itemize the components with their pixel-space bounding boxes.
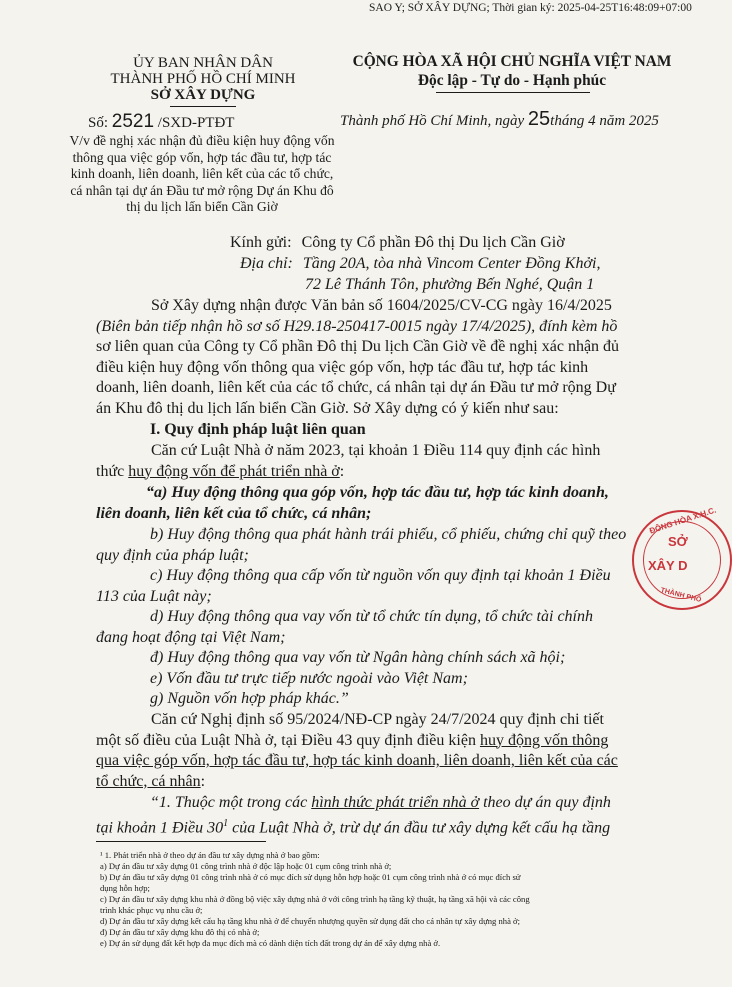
item-a-line: liên doanh, liên kết của tổ chức, cá nhân; [96, 504, 372, 522]
law-text: thức [96, 462, 129, 480]
decree-underlined-line: qua việc góp vốn, hợp tác đầu tư, hợp tác kinh doanh, liên doanh, liên kết của các [96, 752, 618, 769]
law-line: Căn cứ Luật Nhà ở năm 2023, tại khoản 1 Điều 114 quy định các hình [151, 442, 601, 459]
address-line-1 [240, 254, 600, 275]
item-a-line: “a) Huy động thông qua góp vốn, hợp tác đầu tư, hợp tác kinh doanh, [146, 484, 609, 501]
address-label: Địa chỉ: [240, 255, 293, 272]
intro-line: điều kiện huy động vốn thông qua việc góp vốn, hợp tác đầu tư, hợp tác kinh [96, 358, 589, 376]
footnote-line: d) Dự án đầu tư xây dựng kết cấu hạ tầng khu nhà ở để chuyển nhượng quyền sử dụng đất cho cá nhân tự xây dựng nhà ở; [100, 916, 520, 926]
law-paragraph [96, 441, 656, 482]
date-prefix: Thành phố Hồ Chí Minh, ngày [340, 113, 525, 129]
official-seal [632, 505, 732, 610]
subject-line: thông qua việc góp vốn, hợp tác đầu tư, hợp tác [72, 149, 332, 165]
quote-line [96, 814, 611, 839]
nation-title: CỘNG HÒA XÃ HỘI CHỦ NGHĨA VIỆT NAM [352, 53, 672, 70]
item-b-line: b) Huy động thông qua phát hành trái phiếu, cổ phiếu, chứng chỉ quỹ theo [150, 526, 627, 543]
intro-line: án Khu đô thị du lịch lấn biển Cần Giờ. Sở Xây dựng có ý kiến như sau: [96, 399, 559, 417]
recipient-line [230, 233, 565, 254]
decree-text: một số điều của Luật Nhà ở, tại Điều 43 quy định điều kiện [96, 731, 480, 749]
number-label: Số: [88, 115, 109, 131]
footnote-ref: 1 [223, 817, 229, 829]
quote-text: “1. Thuộc một trong các [150, 794, 312, 811]
recipient-label: Kính gửi: [230, 234, 292, 251]
item-d-line: đang hoạt động tại Việt Nam; [96, 628, 286, 646]
law-line [96, 462, 656, 483]
address-text: Tầng 20A, tòa nhà Vincom Center Đồng Khởi, [302, 255, 601, 272]
intro-line: sơ liên quan của Công ty Cổ phần Đô thị Du lịch Cần Giờ về đề nghị xác nhận đủ [96, 338, 620, 355]
seal-text-2: XÂY D [648, 558, 688, 573]
decree-line [96, 731, 618, 752]
quote-text: theo dự án quy định [479, 794, 611, 811]
motto-underline [436, 92, 590, 93]
footnotes [100, 850, 690, 949]
law-underlined: huy động vốn để phát triển nhà ở [128, 462, 340, 480]
footnote-line: ¹ 1. Phát triển nhà ở theo dự án đầu tư xây dựng nhà ở bao gồm: [100, 850, 320, 860]
footnote-line: a) Dự án đầu tư xây dựng 01 công trình nhà ở độc lập hoặc 01 cụm công trình nhà ở; [100, 861, 392, 871]
decree-text: : [200, 772, 206, 790]
decree-paragraph [96, 710, 618, 792]
quote-line [96, 793, 611, 814]
subject-block [60, 133, 344, 216]
subject-line: kinh doanh, liên doanh, liên kết của các tổ chức, [70, 166, 334, 181]
item-e-line: e) Vốn đầu tư trực tiếp nước ngoài vào Việt Nam; [150, 669, 468, 687]
item-a [96, 483, 609, 524]
footnote-line: trình khác phục vụ nhu cầu ở; [100, 905, 203, 915]
decree-underlined: tổ chức, cá nhân [96, 772, 201, 790]
date-suffix: tháng 4 năm 2025 [550, 113, 659, 129]
item-g-line: g) Nguồn vốn hợp pháp khác.” [150, 690, 349, 707]
law-text: : [339, 462, 345, 480]
decree-line: Căn cứ Nghị định số 95/2024/NĐ-CP ngày 24/7/2024 quy định chi tiết [151, 711, 604, 728]
department-name: SỞ XÂY DỰNG [150, 87, 256, 103]
decree-line [96, 772, 618, 793]
section-heading: I. Quy định pháp luật liên quan [150, 421, 366, 438]
quote-paragraph [96, 793, 611, 838]
item-dd-line: đ) Huy động thông qua vay vốn từ Ngân hàng chính sách xã hội; [150, 649, 566, 666]
intro-line: doanh, liên doanh, liên kết của các tổ chức, cá nhân tại dự án Đầu tư mở rộng Dự [96, 379, 616, 396]
decree-underlined: huy động vốn thông [479, 731, 609, 749]
copy-signature-line: SAO Y; SỞ XÂY DỰNG; Thời gian ký: 2025-04-25T16:48:09+07:00 [369, 2, 692, 14]
item-c-line: c) Huy động thông qua cấp vốn từ nguồn vốn quy định tại khoản 1 Điều [150, 567, 611, 584]
footnote-line: c) Dự án đầu tư xây dựng khu nhà ở đồng bộ việc xây dựng nhà ở với công trình hạ tầng kỹ thuật, hạ tầng xã hội và các công [100, 894, 530, 904]
org-name-line-2: THÀNH PHỐ HỒ CHÍ MINH [110, 71, 296, 87]
department-underline [170, 106, 236, 107]
nation-motto: Độc lập - Tự do - Hạnh phúc [417, 72, 607, 89]
footnote-line: e) Dự án sử dụng đất kết hợp đa mục đích mà có dành diện tích đất trong dự án để xây dựng nhà ở. [100, 938, 441, 948]
document-number [88, 112, 234, 133]
intro-paragraph [96, 296, 656, 419]
item-c-line: 113 của Luật này; [96, 587, 212, 605]
number-suffix: /SXD-PTĐT [157, 115, 235, 131]
footnote-separator [96, 841, 266, 842]
quote-text: tại khoản 1 Điều 30 [96, 818, 224, 836]
subject-line: thị du lịch lấn biển Cần Giờ [126, 199, 278, 214]
footnote-line: dụng hỗn hợp; [100, 883, 150, 893]
footnote-line: b) Dự án đầu tư xây dựng 01 công trình nhà ở có mục đích sử dụng hỗn hợp hoặc 01 cụm công trình nhà ở có mục đích sử [100, 872, 521, 882]
seal-text-1: SỞ [668, 534, 688, 549]
seal-bottom-text: THÀNH PHỐ [659, 587, 702, 604]
address-line-2: 72 Lê Thánh Tôn, phường Bến Nghé, Quận 1 [305, 276, 595, 293]
number-value: 2521 [111, 111, 155, 132]
intro-line: Sở Xây dựng nhận được Văn bản số 1604/2025/CV-CG ngày 16/4/2025 [151, 297, 612, 314]
recipient-name: Công ty Cổ phần Đô thị Du lịch Cần Giờ [301, 234, 565, 251]
subject-line: cá nhân tại dự án Đầu tư mở rộng Dự án Khu đô [70, 182, 334, 198]
issue-date [340, 110, 659, 131]
quote-text: của Luật Nhà ở, trừ dự án đầu tư xây dựng kết cấu hạ tầng [228, 818, 611, 836]
quote-underlined: hình thức phát triển nhà ở [311, 794, 480, 811]
item-d-line: d) Huy động thông qua vay vốn từ tổ chức tín dụng, tổ chức tài chính [150, 608, 593, 625]
item-list [96, 525, 626, 710]
date-day: 25 [527, 108, 551, 130]
subject-line: V/v đề nghị xác nhận đủ điều kiện huy động vốn [69, 133, 335, 148]
seal-top-text: ĐÔNG HÒA X.H.C. [648, 505, 718, 536]
org-name-line-1: ỦY BAN NHÂN DÂN [133, 55, 273, 71]
footnote-line: đ) Dự án đầu tư xây dựng khu đô thị có nhà ở; [100, 927, 260, 937]
intro-line: (Biên bản tiếp nhận hồ sơ số H29.18-250417-0015 ngày 17/4/2025), đính kèm hồ [96, 317, 618, 335]
item-b-line: quy định của pháp luật; [96, 546, 249, 564]
